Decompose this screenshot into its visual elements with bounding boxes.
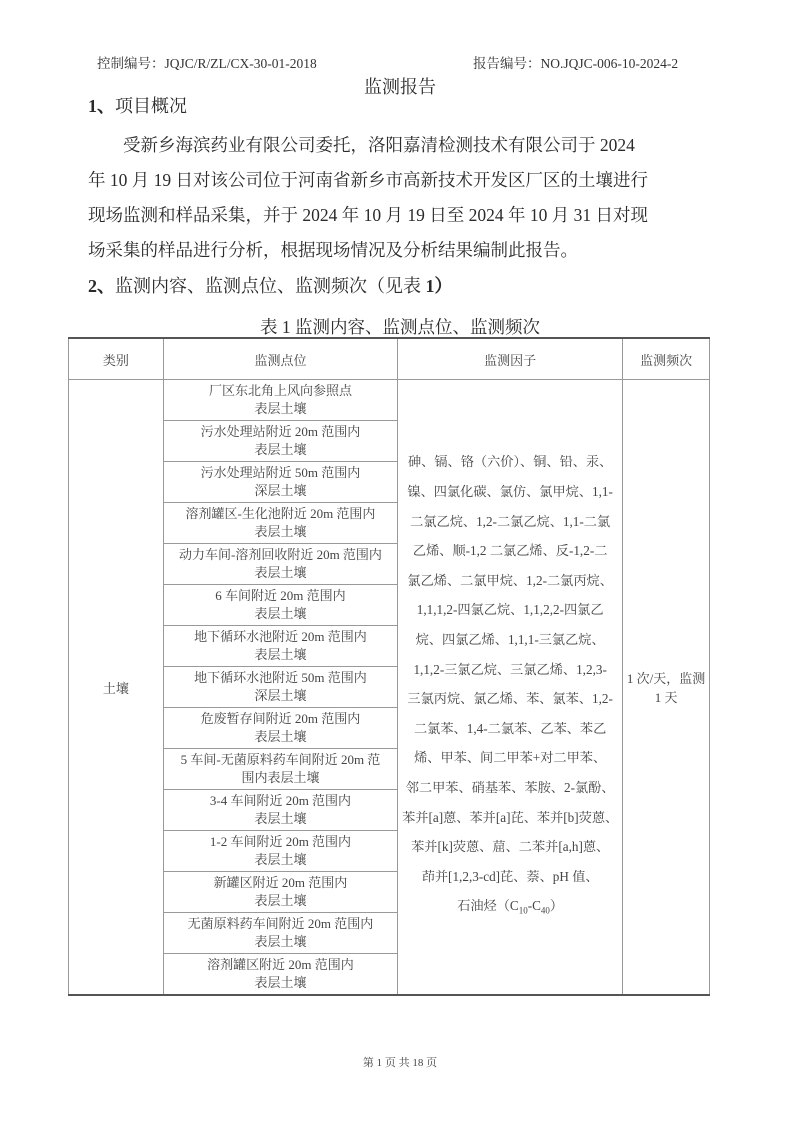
table-reference: 1） (421, 276, 453, 296)
point-line: 表层土壤 (254, 934, 307, 949)
factor-line: 烷、四氯乙烯、1,1,1-三氯乙烷、 (415, 631, 605, 647)
point-line: 围内表层土壤 (241, 770, 320, 785)
table-row (69, 380, 710, 421)
point-line: 表层土壤 (254, 852, 307, 867)
table-header-row (69, 338, 710, 380)
point-line: 污水处理站附近 50m 范围内 (200, 465, 361, 480)
factor-text: -C (527, 898, 541, 914)
header-factor: 监测因子 (398, 338, 623, 380)
factor-line: 二氯乙烷、1,2-二氯乙烷、1,1-二氯 (410, 513, 611, 529)
point-line: 6 车间附近 20m 范围内 (215, 588, 346, 603)
factor-text: 10 (518, 905, 528, 916)
header-category: 类别 (69, 338, 164, 380)
factor-line: 苯并[k]荧蒽、䓛、二苯并[a,h]蒽、 (411, 839, 610, 855)
control-number: 控制编号：JQJC/R/ZL/CX-30-01-2018 (97, 56, 317, 71)
paragraph-line: 场采集的样品进行分析，根据现场情况及分析结果编制此报告。 (88, 240, 578, 260)
factor-line (398, 891, 622, 926)
monitoring-point-cell (163, 954, 397, 996)
point-line: 表层土壤 (254, 401, 307, 416)
point-line: 溶剂罐区附近 20m 范围内 (207, 957, 354, 972)
category-cell: 土壤 (69, 380, 164, 996)
point-line: 3-4 车间附近 20m 范围内 (209, 793, 352, 808)
point-line: 表层土壤 (254, 975, 307, 990)
monitoring-point-cell (163, 790, 397, 831)
monitoring-point-cell (163, 585, 397, 626)
monitoring-point-cell (163, 667, 397, 708)
monitoring-point-cell (163, 421, 397, 462)
frequency-line: 1 次/天，监测 (626, 671, 706, 686)
paragraph-line: 年 10 月 19 日对该公司位于河南省新乡市高新技术开发区厂区的土壤进行 (88, 170, 648, 190)
factor-line: 三氯丙烷、氯乙烯、苯、氯苯、1,2- (407, 691, 613, 707)
point-line: 表层土壤 (254, 442, 307, 457)
factor-text: 石油烃（C (457, 898, 519, 914)
point-line: 污水处理站附近 20m 范围内 (200, 424, 361, 439)
point-line: 深层土壤 (254, 688, 307, 703)
frequency-cell (623, 380, 710, 996)
paragraph-line: 现场监测和样品采集，并于 2024 年 10 月 19 日至 2024 年 10 月 31 日对现 (88, 205, 648, 225)
point-line: 地下循环水池附近 20m 范围内 (194, 629, 367, 644)
factor-line: 1,1,2-三氯乙烷、三氯乙烯、1,2,3- (413, 661, 607, 677)
point-line: 表层土壤 (254, 647, 307, 662)
page-number: 第 1 页 共 18 页 (362, 1057, 438, 1069)
point-line: 表层土壤 (254, 565, 307, 580)
factor-cell (398, 380, 623, 996)
point-line: 动力车间-溶剂回收附近 20m 范围内 (178, 547, 382, 562)
factor-line: 镍、四氯化碳、氯仿、氯甲烷、1,1- (407, 484, 613, 500)
section-number: 2、 (88, 276, 115, 296)
point-line: 1-2 车间附近 20m 范围内 (209, 834, 352, 849)
paragraph-line: 受新乡海滨药业有限公司委托，洛阳嘉清检测技术有限公司于 2024 (123, 135, 635, 155)
monitoring-point-cell (163, 831, 397, 872)
point-line: 5 车间-无菌原料药车间附近 20m 范 (180, 752, 381, 767)
factor-text: 40 (540, 905, 550, 916)
monitoring-point-cell (163, 380, 397, 421)
monitoring-point-cell (163, 626, 397, 667)
point-line: 新罐区附近 20m 范围内 (213, 875, 348, 890)
factor-line: 乙烯、顺-1,2 二氯乙烯、反-1,2-二 (412, 543, 608, 559)
frequency-line: 1 天 (654, 690, 678, 705)
factor-line: 1,1,1,2-四氯乙烷、1,1,2,2-四氯乙 (416, 602, 604, 618)
factor-line: 二氯苯、1,4-二氯苯、乙苯、苯乙 (414, 720, 607, 736)
header-frequency: 监测频次 (623, 338, 710, 380)
report-number: 报告编号：NO.JQJC-006-10-2024-2 (473, 56, 679, 71)
header-point: 监测点位 (163, 338, 397, 380)
point-line: 表层土壤 (254, 729, 307, 744)
point-line: 表层土壤 (254, 811, 307, 826)
monitoring-point-cell (163, 462, 397, 503)
point-line: 表层土壤 (254, 524, 307, 539)
monitoring-point-cell (163, 913, 397, 954)
monitoring-point-cell (163, 749, 397, 790)
factor-line: 邻二甲苯、硝基苯、苯胺、2-氯酚、 (405, 779, 615, 795)
overview-paragraph (88, 128, 728, 268)
section-title: 监测内容、监测点位、监测频次（见表 (115, 276, 421, 296)
point-line: 厂区东北角上风向参照点 (208, 383, 352, 398)
page-title: 监测报告 (364, 77, 436, 97)
monitoring-point-cell (163, 872, 397, 913)
monitoring-point-cell (163, 708, 397, 749)
point-line: 危废暂存间附近 20m 范围内 (200, 711, 361, 726)
point-line: 无菌原料药车间附近 20m 范围内 (187, 916, 374, 931)
section-1-heading (88, 92, 187, 118)
monitoring-table (68, 337, 710, 996)
point-line: 表层土壤 (254, 893, 307, 908)
factor-line: 茚并[1,2,3-cd]芘、萘、pH 值、 (421, 868, 599, 884)
section-number: 1、 (88, 96, 115, 116)
factor-line: 烯、甲苯、间二甲苯+对二甲苯、 (414, 750, 607, 766)
factor-line: 氯乙烯、二氯甲烷、1,2-二氯丙烷、 (407, 572, 613, 588)
point-line: 深层土壤 (254, 483, 307, 498)
point-line: 表层土壤 (254, 606, 307, 621)
point-line: 溶剂罐区-生化池附近 20m 范围内 (185, 506, 376, 521)
monitoring-point-cell (163, 544, 397, 585)
section-title: 项目概况 (115, 96, 187, 116)
factor-line: 苯并[a]蒽、苯并[a]芘、苯并[b]荧蒽、 (402, 809, 619, 825)
section-2-heading (88, 272, 453, 298)
factor-text: ） (549, 898, 564, 914)
factor-line: 砷、镉、铬（六价）、铜、铅、汞、 (407, 454, 613, 470)
table-title: 表 1 监测内容、监测点位、监测频次 (260, 317, 540, 337)
monitoring-point-cell (163, 503, 397, 544)
point-line: 地下循环水池附近 50m 范围内 (194, 670, 367, 685)
